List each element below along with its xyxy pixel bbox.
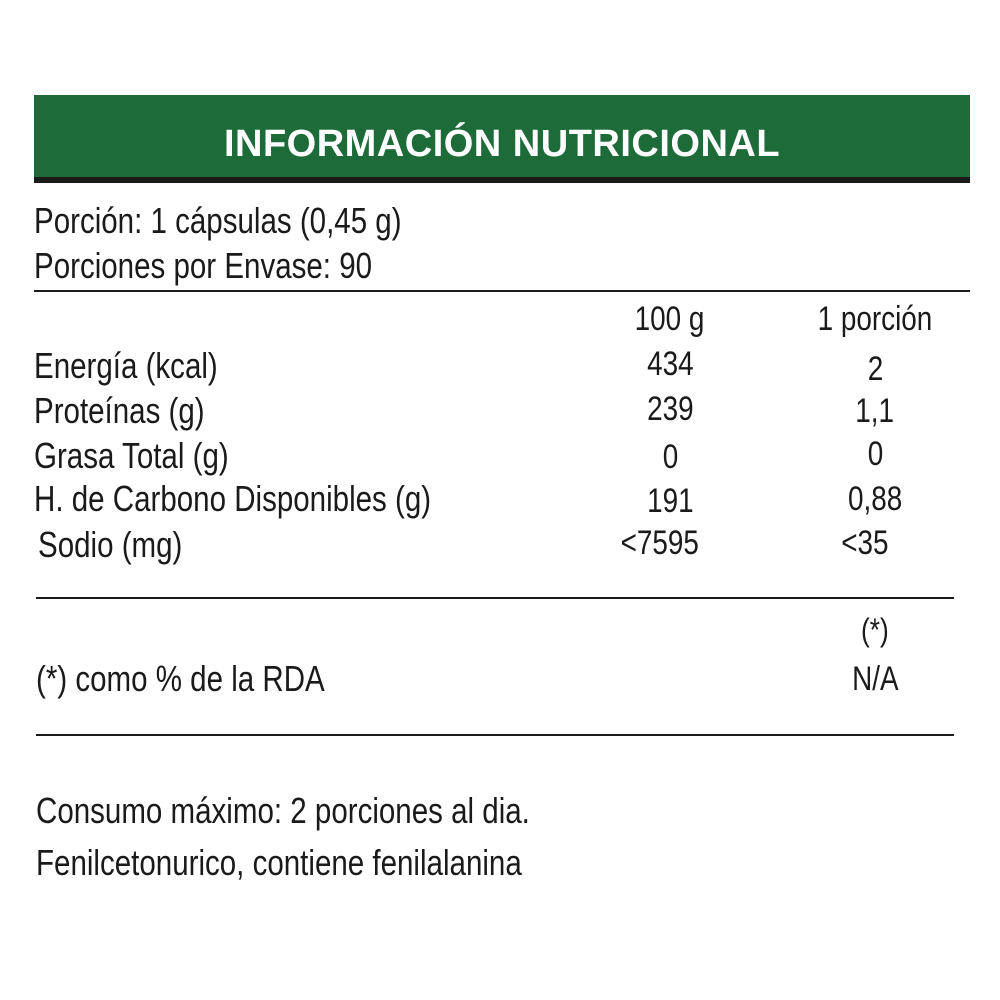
row-value-sodium-portion: <35: [841, 524, 889, 562]
divider-middle: [36, 597, 954, 599]
row-label-protein: Proteínas (g): [34, 390, 205, 431]
row-value-energy-100g: 434: [646, 345, 694, 383]
column-header-100g: 100 g: [635, 300, 705, 338]
row-value-fat-100g: 0: [662, 438, 678, 476]
row-label-sodium: Sodio (mg): [38, 524, 183, 565]
row-label-carbs: H. de Carbono Disponibles (g): [34, 478, 432, 519]
row-value-fat-portion: 0: [867, 435, 883, 473]
servings-per-container: Porciones por Envase: 90: [34, 245, 373, 286]
row-value-carbs-100g: 191: [646, 482, 694, 520]
row-label-fat: Grasa Total (g): [34, 435, 229, 476]
row-value-carbs-portion: 0,88: [847, 480, 903, 518]
row-value-protein-portion: 1,1: [855, 392, 895, 430]
row-label-energy: Energía (kcal): [34, 345, 218, 386]
divider-bottom: [36, 734, 954, 736]
rda-value: N/A: [851, 660, 899, 698]
rda-marker: (*): [861, 612, 889, 648]
page-title: INFORMACIÓN NUTRICIONAL: [223, 123, 781, 165]
column-header-portion: 1 porción: [817, 300, 933, 338]
divider-top: [34, 290, 970, 292]
row-value-sodium-100g: <7595: [620, 524, 700, 562]
header-banner: [34, 95, 970, 183]
row-value-energy-portion: 2: [867, 350, 883, 388]
note-phenylketonuric: Fenilcetonurico, contiene fenilalanina: [36, 842, 522, 883]
note-max-consumption: Consumo máximo: 2 porciones al dia.: [36, 790, 530, 831]
rda-label: (*) como % de la RDA: [36, 658, 325, 699]
row-value-protein-100g: 239: [646, 390, 694, 428]
serving-portion: Porción: 1 cápsulas (0,45 g): [34, 200, 402, 241]
